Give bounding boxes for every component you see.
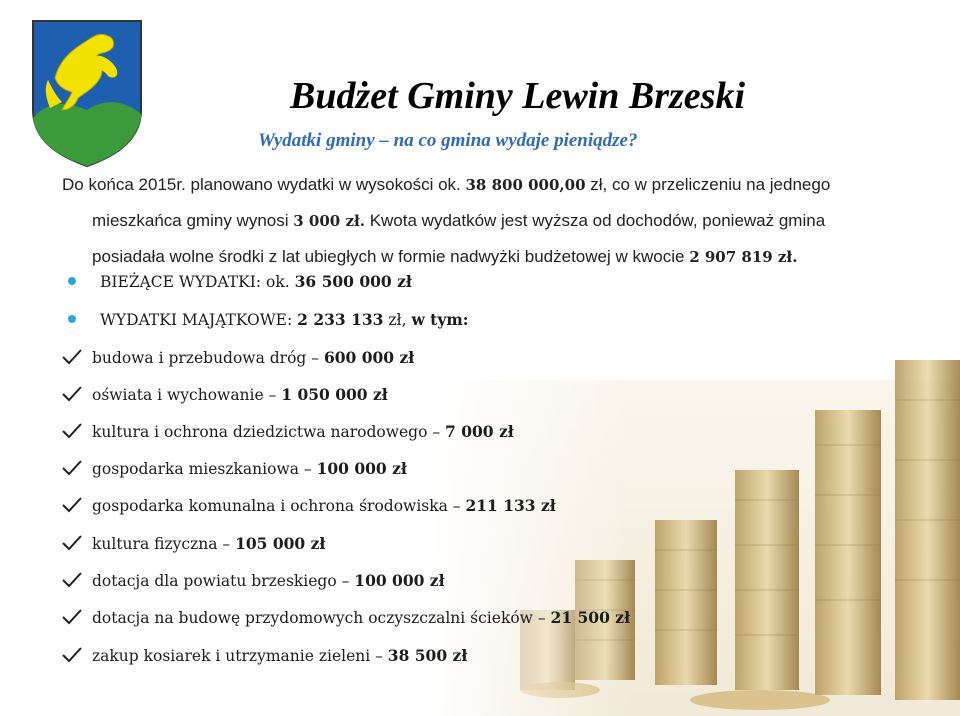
list-item-capital-expenses: WYDATKI MAJĄTKOWE: 2 233 133 zł, w tym:	[60, 310, 468, 329]
checkmark-icon	[60, 608, 84, 626]
page-subtitle: Wydatki gminy – na co gmina wydaje pieniądze?	[258, 130, 638, 151]
list-item: kultura i ochrona dziedzictwa narodowego – 7 000 zł	[60, 422, 514, 442]
list-item-current-expenses: BIEŻĄCE WYDATKI: ok. 36 500 000 zł	[60, 272, 412, 291]
list-item: gospodarka komunalna i ochrona środowiska – 211 133 zł	[60, 496, 556, 516]
checkmark-icon	[60, 496, 84, 514]
list-item: budowa i przebudowa dróg – 600 000 zł	[60, 348, 414, 368]
list-item: zakup kosiarek i utrzymanie zieleni – 38 500 zł	[60, 646, 467, 666]
list-item: oświata i wychowanie – 1 050 000 zł	[60, 385, 388, 405]
checkmark-icon	[60, 348, 84, 366]
intro-line-1: Do końca 2015r. planowano wydatki w wysokości ok. 38 800 000,00 zł, co w przeliczeniu na jednego	[62, 175, 831, 194]
list-item: dotacja na budowę przydomowych oczyszczalni ścieków – 21 500 zł	[60, 608, 630, 628]
checkmark-icon	[60, 385, 84, 403]
checkmark-icon	[60, 459, 84, 477]
intro-line-3: posiadała wolne środki z lat ubiegłych w formie nadwyżki budżetowej w kwocie 2 907 819 zł.	[92, 247, 798, 266]
intro-line-2: mieszkańca gminy wynosi 3 000 zł. Kwota wydatków jest wyższa od dochodów, ponieważ gmina	[92, 211, 826, 230]
intro-paragraph	[62, 167, 882, 275]
list-item: gospodarka mieszkaniowa – 100 000 zł	[60, 459, 407, 479]
list-item: dotacja dla powiatu brzeskiego – 100 000 zł	[60, 571, 445, 591]
page-title: Budżet Gminy Lewin Brzeski	[290, 75, 745, 117]
checkmark-icon	[60, 422, 84, 440]
checkmark-icon	[60, 534, 84, 552]
bullet-icon	[68, 277, 76, 285]
checkmark-icon	[60, 646, 84, 664]
list-item: kultura fizyczna – 105 000 zł	[60, 534, 325, 554]
checkmark-icon	[60, 571, 84, 589]
coat-of-arms-logo	[30, 18, 144, 168]
bullet-icon	[68, 315, 76, 323]
